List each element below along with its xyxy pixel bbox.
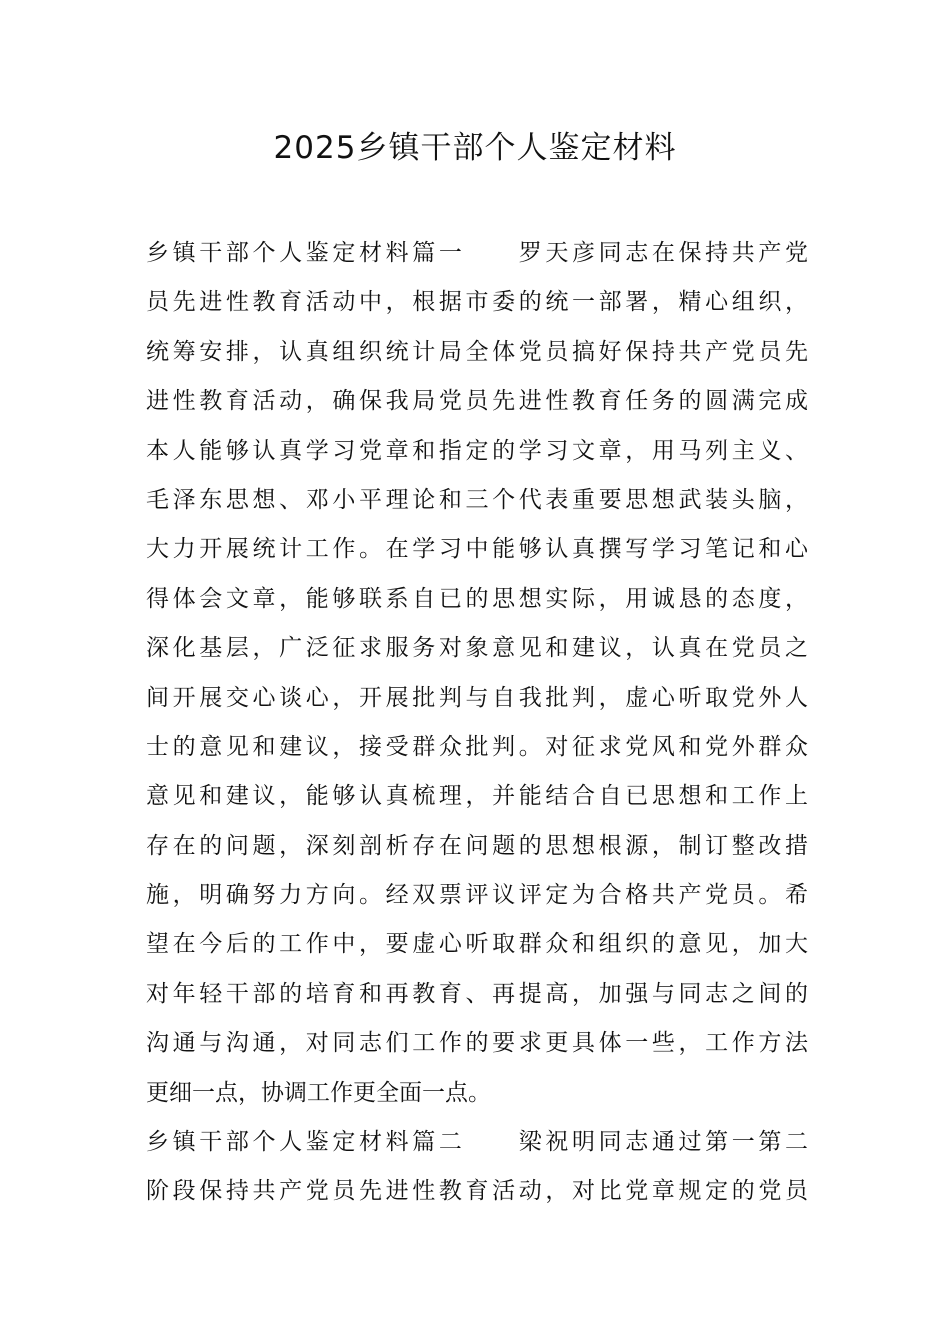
document-body bbox=[146, 229, 808, 1217]
text-line: 对年轻干部的培育和再教育、再提高，加强与同志之间的 bbox=[146, 980, 808, 1007]
text-line: 乡镇干部个人鉴定材料篇一 罗天彦同志在保持共产党 bbox=[146, 240, 808, 266]
text-line: 本人能够认真学习党章和指定的学习文章，用马列主义、 bbox=[146, 437, 808, 464]
text-line: 深化基层，广泛征求服务对象意见和建议，认真在党员之 bbox=[146, 635, 808, 662]
text-line: 存在的问题，深刻剖析存在问题的思想根源，制订整改措 bbox=[146, 832, 808, 859]
document-title: 2025乡镇干部个人鉴定材料 bbox=[273, 130, 677, 166]
text-line: 士的意见和建议，接受群众批判。对征求党风和党外群众 bbox=[146, 733, 808, 760]
text-line: 更细一点，协调工作更全面一点。 bbox=[146, 1079, 491, 1106]
text-line: 意见和建议，能够认真梳理，并能结合自已思想和工作上 bbox=[146, 783, 808, 810]
text-line: 间开展交心谈心，开展批判与自我批判，虚心听取党外人 bbox=[146, 684, 808, 711]
text-line: 阶段保持共产党员先进性教育活动，对比党章规定的党员 bbox=[146, 1178, 808, 1205]
text-line: 毛泽东思想、邓小平理论和三个代表重要思想武装头脑， bbox=[146, 486, 808, 513]
text-line: 统筹安排，认真组织统计局全体党员搞好保持共产党员先 bbox=[146, 338, 808, 365]
text-line: 进性教育活动，确保我局党员先进性教育任务的圆满完成 bbox=[146, 388, 808, 415]
text-line: 沟通与沟通，对同志们工作的要求更具体一些，工作方法 bbox=[146, 1030, 808, 1057]
text-line: 大力开展统计工作。在学习中能够认真撰写学习笔记和心 bbox=[146, 536, 808, 563]
text-line: 得体会文章，能够联系自已的思想实际，用诚恳的态度， bbox=[146, 585, 808, 612]
text-line: 望在今后的工作中，要虚心听取群众和组织的意见，加大 bbox=[146, 931, 808, 958]
text-line: 施，明确努力方向。经双票评议评定为合格共产党员。希 bbox=[146, 882, 808, 909]
text-line: 员先进性教育活动中，根据市委的统一部署，精心组织， bbox=[146, 289, 808, 316]
text-line: 乡镇干部个人鉴定材料篇二 梁祝明同志通过第一第二 bbox=[146, 1129, 808, 1156]
